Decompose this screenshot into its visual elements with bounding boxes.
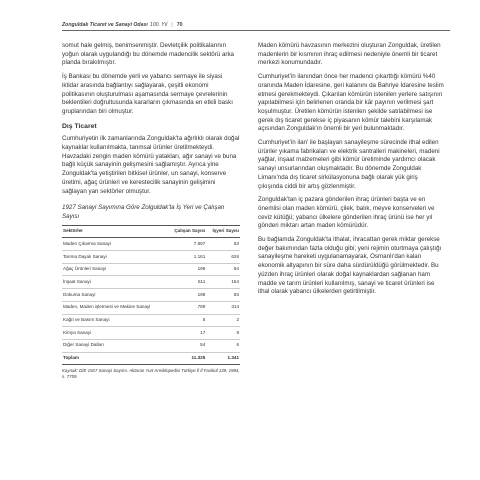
table-row bbox=[62, 276, 240, 289]
table-cell: 84 bbox=[206, 263, 240, 276]
running-header bbox=[62, 22, 182, 28]
table-cell: 9 bbox=[206, 327, 240, 340]
table-body bbox=[62, 238, 240, 365]
table-cell: 17 bbox=[167, 327, 206, 340]
table-cell: İnşaat Sanayi bbox=[62, 276, 167, 289]
table-cell: 198 bbox=[167, 263, 206, 276]
table-cell: 83 bbox=[206, 289, 240, 302]
paragraph: Maden kömürü havzasının merkezini oluşturan Zonguldak, üretilen madenlerin bir kısmının ihraç edilmesi nedeniyle önemli bir ticaret merkezi konumundadır. bbox=[258, 42, 441, 67]
table-cell: 1.341 bbox=[206, 352, 240, 365]
table-total-row bbox=[62, 352, 240, 365]
table-cell: 63 bbox=[206, 238, 240, 251]
table-cell: Ağaç Ürünleri Sanayi bbox=[62, 263, 167, 276]
paragraph: Zonguldak'tan iç pazara gönderilen ihraç ürünleri başta ve en önemlisi olan maden kömürü, çilek, balık, meyve konserveleri ve ceviz kütüğü; yabancı ülkelere gönderilen ihraç ürünü ise her yıl gönderi miktarı artan maden kömürüdür. bbox=[258, 196, 435, 230]
table-cell: 511 bbox=[167, 276, 206, 289]
table-cell: Maden, Maden işletmesi ve Makine Sanayi bbox=[62, 301, 167, 314]
table-cell: 2 bbox=[206, 314, 240, 327]
table-row bbox=[62, 263, 240, 276]
paragraph: Cumhuriyet'in ilan' ile başlayan sanayileşme sürecinde ithal edilen ürünler yıkama fabrikaları ve elektrik santralleri makineleri, madeni yağlar, inşaat malzemeleri gibi kömür üretiminde yardımcı olacak sanayi unsurlarından oluşmaktadır. Bu dönemde Zonguldak Limanı'nda dış ticaret sirkülasyonuna bağlı olarak yük giriş çıkışında ciddi bir artış gözlenmiştir. bbox=[258, 139, 440, 190]
paragraph: somut hale gelmiş, benimsenmiştir. Devletçilik politikalarının yoğun olarak uygulandığı bu dönemde madencilik sektörü arka planda bırakılmıştır. bbox=[62, 42, 234, 67]
table-cell: Kimya Sanayi bbox=[62, 327, 167, 340]
right-column bbox=[258, 42, 444, 302]
left-column bbox=[62, 42, 240, 380]
table-cell: 7.897 bbox=[167, 238, 206, 251]
anniversary-label: 100. Yıl bbox=[149, 22, 168, 28]
table-row bbox=[62, 289, 240, 302]
table-cell: Kağıt ve Basım Sanayi bbox=[62, 314, 167, 327]
table-cell: 789 bbox=[167, 301, 206, 314]
table-cell: 626 bbox=[206, 251, 240, 264]
section-heading: Dış Ticaret bbox=[62, 122, 97, 130]
table-cell: 314 bbox=[206, 301, 240, 314]
table-cell: Diğer Sanayi Dalları bbox=[62, 339, 167, 352]
paragraph: Cumhuriyetin ilk zamanlarında Zonguldak'ta ağırlıklı olarak doğal kaynaklar kullanılmakta, tanmsal ürünler üretilmekteydi. Havzadaki zengin maden kömürü yatakları, ağır sanayi ve buna bağlı küçük sanayinin gelişmesini sağlamıştır. Ayrıca yine Zonguldak'ta yetiştirilen bitkisel ürünler, un sanayi, konserve üretimi, ağaç ürünleri ve kerestecilik sanayinin gelişimini sağlayan yan sektörler olmuştur. bbox=[62, 135, 240, 195]
header-separator: | bbox=[171, 22, 173, 28]
table-cell: 6 bbox=[206, 339, 240, 352]
table-header-row bbox=[62, 225, 240, 238]
table-cell: Maden Çıkarma Sanayi bbox=[62, 238, 167, 251]
table-cell: 1.161 bbox=[167, 251, 206, 264]
table-cell: 198 bbox=[167, 289, 206, 302]
table-cell: Tarıma Dayalı Sanayi bbox=[62, 251, 167, 264]
paragraph: İş Bankası bu dönemde yerli ve yabancı sermaye ile siyasi iktidar arasında bağlantıyı sağlayarak, çeşitli ekonomi politikasının oluşturulması aşamasında sermaye çevrelerinin beklentileri doğrultusunda kararların çıkmasında en etkili baskı gruplarından biri olmuştur. bbox=[62, 73, 233, 115]
table-row bbox=[62, 327, 240, 340]
table-cell: 5 bbox=[167, 314, 206, 327]
table-cell: Toplam bbox=[62, 352, 167, 365]
table-row bbox=[62, 238, 240, 251]
table-caption: 1927 Sanayi Sayımına Göre Zolguldak'ta İş Yeri ve Çalışan Sayısı bbox=[62, 204, 225, 220]
table-cell: 154 bbox=[206, 276, 240, 289]
paragraph: Cumhuriyet'in ilanından önce her madenci çıkarttığı kömürü %40 oranında Maden İdaresine, geri kalanını da Bahriye İdaresine teslim etmesi gerekmekteydi. Çıkarılan kömürün istenilen yerlere satışının yapılabilmesi için belirlenen oranda bir kâr payının verilmesi şart koşulmuştur. Üretilen kömürün istenilen şekilde satılabilmesi ise gerek dış ticaret gerekse iç piyasanın kömür talebini karşılamak açısından Zonguldak'ın önemli bir yeri bulunmaktadır. bbox=[258, 73, 444, 133]
page-number: 70 bbox=[176, 22, 183, 28]
column-header: İşyeri Sayısı bbox=[206, 225, 240, 238]
publication-title: Zonguldak Ticaret ve Sanayi Odası bbox=[62, 22, 148, 28]
table-row bbox=[62, 339, 240, 352]
table-row bbox=[62, 251, 240, 264]
table-cell: Dokuma Sanayi bbox=[62, 289, 167, 302]
table-row bbox=[62, 314, 240, 327]
table-cell: 54 bbox=[167, 339, 206, 352]
paragraph: Bu bağlamda Zonguldak'ta ithalat, ihracattan gerek miktar gerekse değer bakımından fazla olduğu gibi; yeni rejimin oturtmaya çalıştığı sanayileşme hareketi uygulanamayarak, Osmanlı'dan kalan ekonomik altyapının bir süre daha sürdürüldüğü görülmektedir. Bu yüzden ihraç ürünleri olarak doğal kaynaklardan sağlanan ham madde ve tarım ürünleri kullanılmış, sanayi ve ticaret ürünleri ise ithal olarak yabancı ülkelerden getirtilmiştir. bbox=[258, 236, 442, 296]
table-cell: 11.325 bbox=[167, 352, 206, 365]
column-header: Sektörler bbox=[62, 225, 167, 238]
table-source-note: Kaynak: DİE 1927 Sanayi Sayımı. Aktaran Yurt Ansiklopedisi Türkiye İl İl Fasikül 139, 1984, s. 7759. bbox=[62, 368, 240, 380]
header-rule bbox=[62, 30, 450, 31]
industry-census-table bbox=[62, 225, 240, 366]
column-header: Çalışan Sayısı bbox=[167, 225, 206, 238]
table-row bbox=[62, 301, 240, 314]
